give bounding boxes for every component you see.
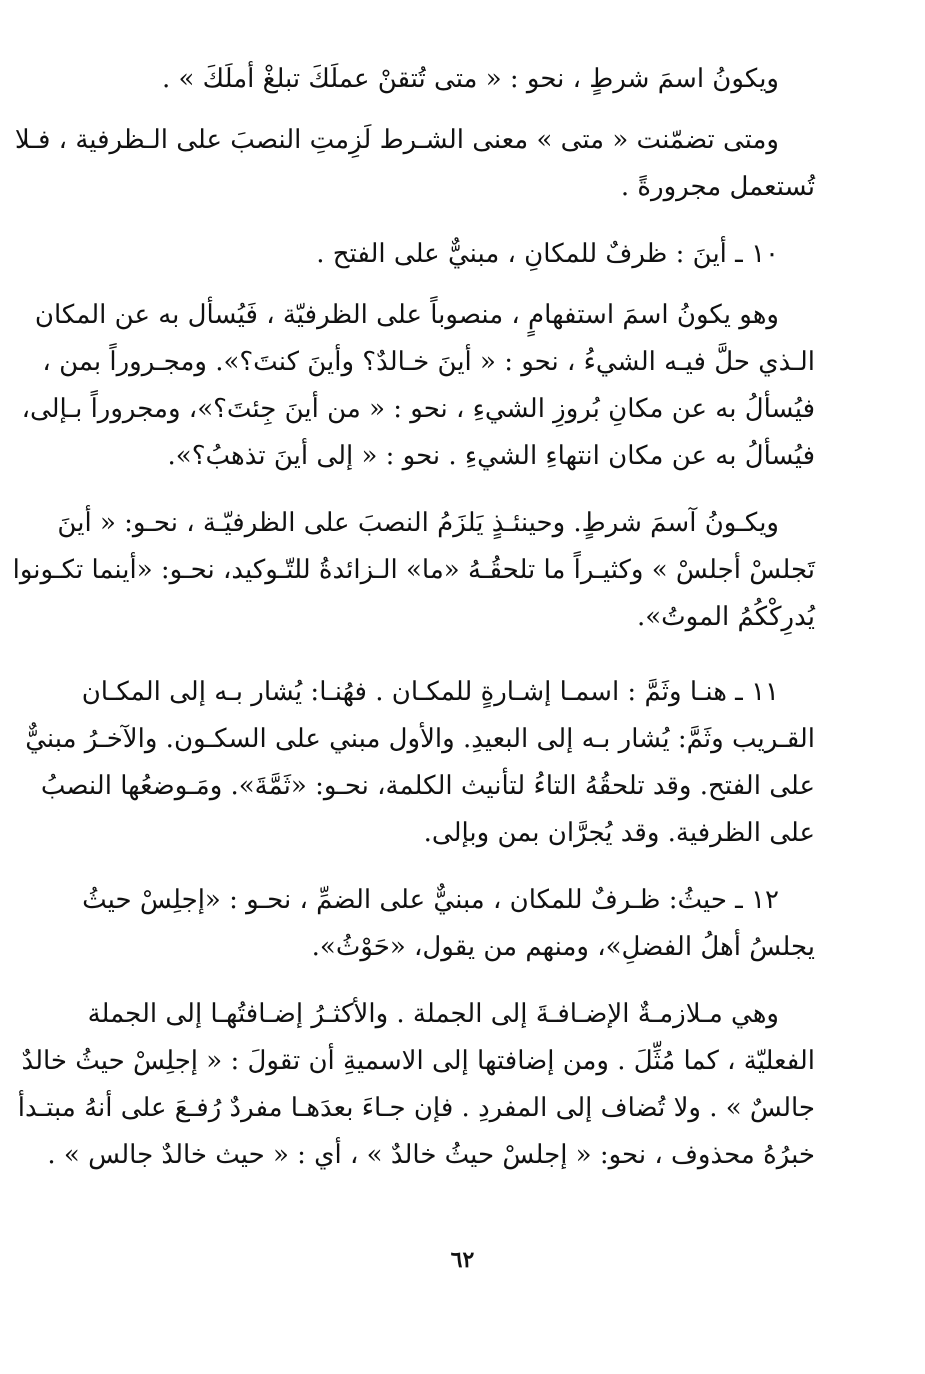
paragraph-haythu-idafa: [17, 993, 815, 1181]
text-line: ويكونُ اسمَ شرطٍ ، نحو : « متى تُتقنْ عملَكَ تبلغْ أملَكَ » .: [161, 64, 779, 94]
text-line: يجلسُ أهلُ الفضلِ»، ومنهم من يقول، «حَوْثُ».: [311, 932, 815, 962]
text-line: وهي مـلازمـةٌ الإضـافـةَ إلى الجملة . والأكثـرُ إضـافتُهـا إلى الجملة: [87, 999, 779, 1029]
paragraph-mata-zarfiyya: [14, 119, 815, 213]
text-line: القـريب وثَمَّ: يُشار بـه إلى البعيدِ. والأول مبني على السكـون. والآخـرُ مبنيٌّ: [25, 724, 815, 754]
text-line: على الفتح. وقد تلحقُهُ التاءُ لتأنيث الكلمة، نحـو: «ثَمَّةَ». ومَـوضعُها النصبُ: [40, 771, 815, 801]
paragraph-ayna-shart: [12, 502, 815, 643]
text-line: تَجلسْ أجلسْ » وكثيـراً ما تلحقُـهُ «ما» الـزائدةُ للتّـوكيد، نحـو: «أينما تكـونوا: [12, 555, 815, 585]
paragraph-ayna-istifham: [21, 294, 815, 482]
text-line: فيُسألُ به عن مكان انتهاءِ الشيءِ . نحو : « إلى أينَ تذهبُ؟».: [167, 441, 815, 471]
text-line: الفعليّة ، كما مُثِّلَ . ومن إضافتها إلى الاسميةِ أن تقولَ : « إجلِسْ حيثُ خالدٌ: [21, 1046, 815, 1076]
text-line: ١٢ ـ حيثُ: ظـرفٌ للمكان ، مبنيٌّ على الضمِّ ، نحـو : «إجلِسْ حيثُ: [82, 885, 779, 915]
section-12-haythu: [82, 879, 815, 973]
section-11-huna-thamma: [25, 671, 815, 859]
text-line: ويكـونُ آسمَ شرطٍ. وحينئـذٍ يَلزَمُ النصبَ على الظرفيّـة ، نحـو: « أينَ: [57, 508, 779, 538]
text-line: ١٠ ـ أينَ : ظرفٌ للمكانِ ، مبنيٌّ على الفتح .: [316, 239, 779, 269]
paragraph-shart-example: [110, 58, 815, 105]
text-line: ومتى تضمّنت « متى » معنى الشـرط لَزِمتِ النصبَ على الـظرفية ، فـلا: [14, 125, 779, 155]
text-line: خبرُهُ محذوف ، نحو: « إجلسْ حيثُ خالدٌ » ، أي : « حيث خالدٌ جالس » .: [47, 1140, 815, 1170]
text-line: جالسٌ » . ولا تُضاف إلى المفردِ . فإن جـاءَ بعدَهـا مفردٌ رُفـعَ على أنهُ مبتـدأ: [17, 1093, 815, 1123]
text-line: ١١ ـ هنـا وثَمَّ : اسمـا إشـارةٍ للمكـان . فهُنـا: يُشار بـه إلى المكـان: [81, 677, 779, 707]
text-line: تُستعمل مجرورةً .: [620, 172, 815, 202]
text-line: الـذي حلَّ فيـه الشيءُ ، نحو : « أينَ خـالدٌ؟ وأينَ كنتَ؟». ومجـروراً بمن ،: [42, 347, 815, 377]
text-line: وهو يكونُ اسمَ استفهامٍ ، منصوباً على الظرفيّة ، فَيُسأل به عن المكان: [34, 300, 779, 330]
section-10-heading: [110, 233, 815, 280]
text-line: يُدرِكْكُمُ الموتُ».: [636, 602, 815, 632]
page-number: ٦٢: [450, 1247, 475, 1273]
text-line: فيُسألُ به عن مكانِ بُروزِ الشيءِ ، نحو : « من أينَ جِئتَ؟»، ومجروراً بـإلى،: [21, 394, 815, 424]
text-line: على الظرفية. وقد يُجرَّان بمن وبإلى.: [423, 818, 815, 848]
